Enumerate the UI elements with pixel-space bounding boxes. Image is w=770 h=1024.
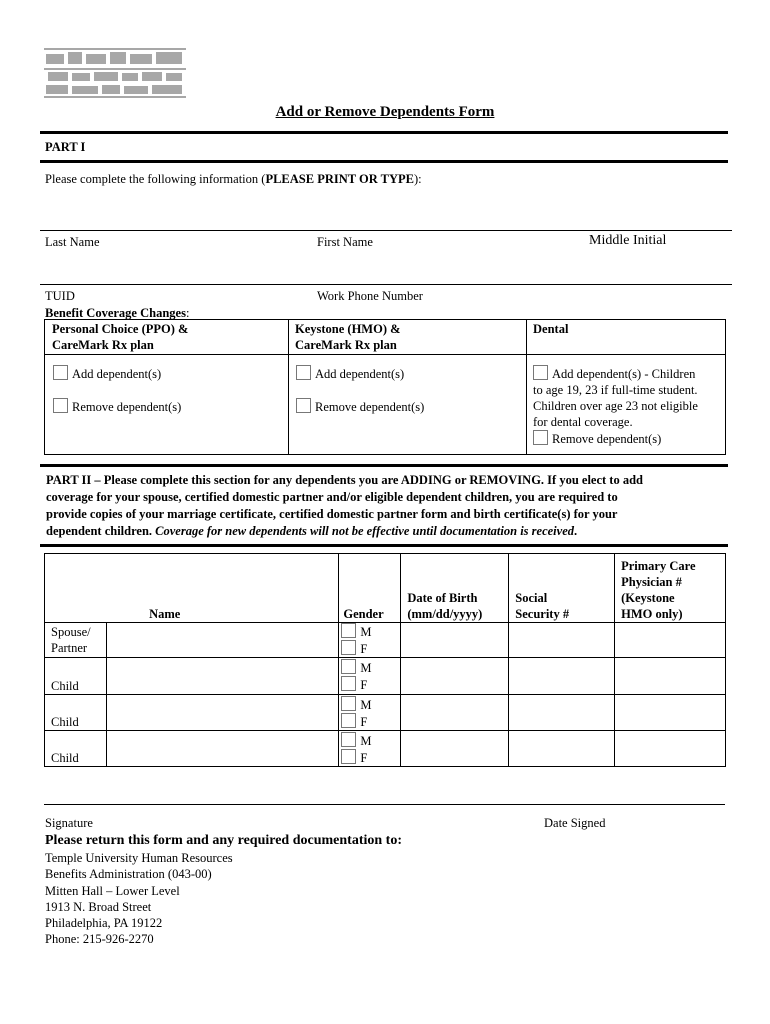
return-address: Temple University Human Resources Benefits Administration (043-00) Mitten Hall – Lower Level 1913 N. Broad Street Philadelphia, PA 19122 Phone: 215-926-2270: [45, 851, 233, 947]
name-cell[interactable]: [106, 731, 338, 767]
name-header: Name: [45, 554, 339, 623]
benefit-col-divider: [526, 319, 527, 455]
middle-initial-label: Middle Initial: [589, 233, 667, 248]
gender-cell: M F: [339, 658, 401, 695]
ppo-add-checkbox[interactable]: [53, 365, 68, 380]
gender-header: Gender: [339, 554, 401, 623]
benefit-table-divider: [44, 354, 726, 355]
ppo-remove-option[interactable]: Remove dependent(s): [53, 398, 181, 415]
ssn-header: Social Security #: [509, 554, 615, 623]
temple-logo: [44, 46, 186, 98]
gender-cell: M F: [339, 623, 401, 658]
table-row: [45, 623, 726, 658]
signature-line[interactable]: [44, 804, 725, 805]
row-label: Child: [45, 658, 107, 695]
female-checkbox[interactable]: [341, 676, 356, 691]
hmo-remove-checkbox[interactable]: [296, 398, 311, 413]
work-phone-label: Work Phone Number: [317, 289, 423, 303]
ppo-heading: Personal Choice (PPO) & CareMark Rx plan: [52, 322, 189, 352]
dental-remove-checkbox[interactable]: [533, 430, 548, 445]
pcp-header: Primary Care Physician # (Keystone HMO only): [615, 554, 726, 623]
ppo-remove-checkbox[interactable]: [53, 398, 68, 413]
ssn-cell[interactable]: [509, 623, 615, 658]
name-cell[interactable]: [106, 658, 338, 695]
male-checkbox[interactable]: [341, 623, 356, 638]
hmo-add-option[interactable]: Add dependent(s): [296, 365, 404, 382]
tuid-label: TUID: [45, 289, 75, 303]
female-checkbox[interactable]: [341, 749, 356, 764]
male-checkbox[interactable]: [341, 696, 356, 711]
signature-label: Signature: [45, 816, 93, 830]
part1-heading: PART I: [45, 140, 86, 154]
form-title: Add or Remove Dependents Form: [275, 104, 495, 120]
ssn-cell[interactable]: [509, 695, 615, 731]
gender-cell: M F: [339, 731, 401, 767]
divider: [40, 544, 728, 547]
pcp-cell[interactable]: [615, 731, 726, 767]
ppo-add-option[interactable]: Add dependent(s): [53, 365, 161, 382]
dob-cell[interactable]: [401, 623, 509, 658]
first-name-label: First Name: [317, 235, 373, 249]
benefit-heading: Benefit Coverage Changes:: [45, 306, 190, 320]
pcp-cell[interactable]: [615, 658, 726, 695]
table-row: [45, 695, 726, 731]
benefit-col-divider: [288, 319, 289, 455]
divider: [40, 131, 728, 134]
dependents-header-row: [45, 554, 726, 623]
dob-cell[interactable]: [401, 658, 509, 695]
name-line[interactable]: [40, 230, 732, 231]
dob-cell[interactable]: [401, 731, 509, 767]
dental-add-option[interactable]: Add dependent(s) - Children to age 19, 23 if full-time student. Children over age 23 not eligible for dental coverage.: [533, 367, 698, 429]
table-row: [45, 731, 726, 767]
hmo-remove-option[interactable]: Remove dependent(s): [296, 398, 424, 415]
divider: [40, 160, 728, 163]
part2-instructions: PART II – Please complete this section for any dependents you are ADDING or REMOVING. If you elect to add coverage for your spouse, certified domestic partner and/or eligible dependent children, you are required to provide copies of your marriage certificate, certified domestic partner form and birth certificate(s) for your dependent children. Coverage for new dependents will not be effective until documentation is received.: [46, 473, 643, 538]
dob-cell[interactable]: [401, 695, 509, 731]
dob-header: Date of Birth (mm/dd/yyyy): [401, 554, 509, 623]
ssn-cell[interactable]: [509, 658, 615, 695]
return-heading: Please return this form and any required documentation to:: [45, 833, 402, 848]
name-cell[interactable]: [106, 695, 338, 731]
row-label: Spouse/ Partner: [45, 623, 107, 658]
divider: [40, 464, 728, 467]
table-row: [45, 658, 726, 695]
female-checkbox[interactable]: [341, 713, 356, 728]
row-label: Child: [45, 695, 107, 731]
row-label: Child: [45, 731, 107, 767]
name-cell[interactable]: [106, 623, 338, 658]
pcp-cell[interactable]: [615, 695, 726, 731]
gender-cell: M F: [339, 695, 401, 731]
male-checkbox[interactable]: [341, 659, 356, 674]
dental-remove-option[interactable]: Remove dependent(s): [533, 430, 661, 447]
last-name-label: Last Name: [45, 235, 100, 249]
dental-heading: Dental: [533, 322, 569, 336]
date-signed-label: Date Signed: [544, 816, 606, 830]
hmo-add-checkbox[interactable]: [296, 365, 311, 380]
pcp-cell[interactable]: [615, 623, 726, 658]
dental-add-checkbox[interactable]: [533, 365, 548, 380]
part1-instruction: Please complete the following information (PLEASE PRINT OR TYPE):: [45, 172, 422, 186]
hmo-heading: Keystone (HMO) & CareMark Rx plan: [295, 322, 401, 352]
ssn-cell[interactable]: [509, 731, 615, 767]
female-checkbox[interactable]: [341, 640, 356, 655]
male-checkbox[interactable]: [341, 732, 356, 747]
tuid-line[interactable]: [40, 284, 732, 285]
dependents-table: [44, 553, 726, 767]
